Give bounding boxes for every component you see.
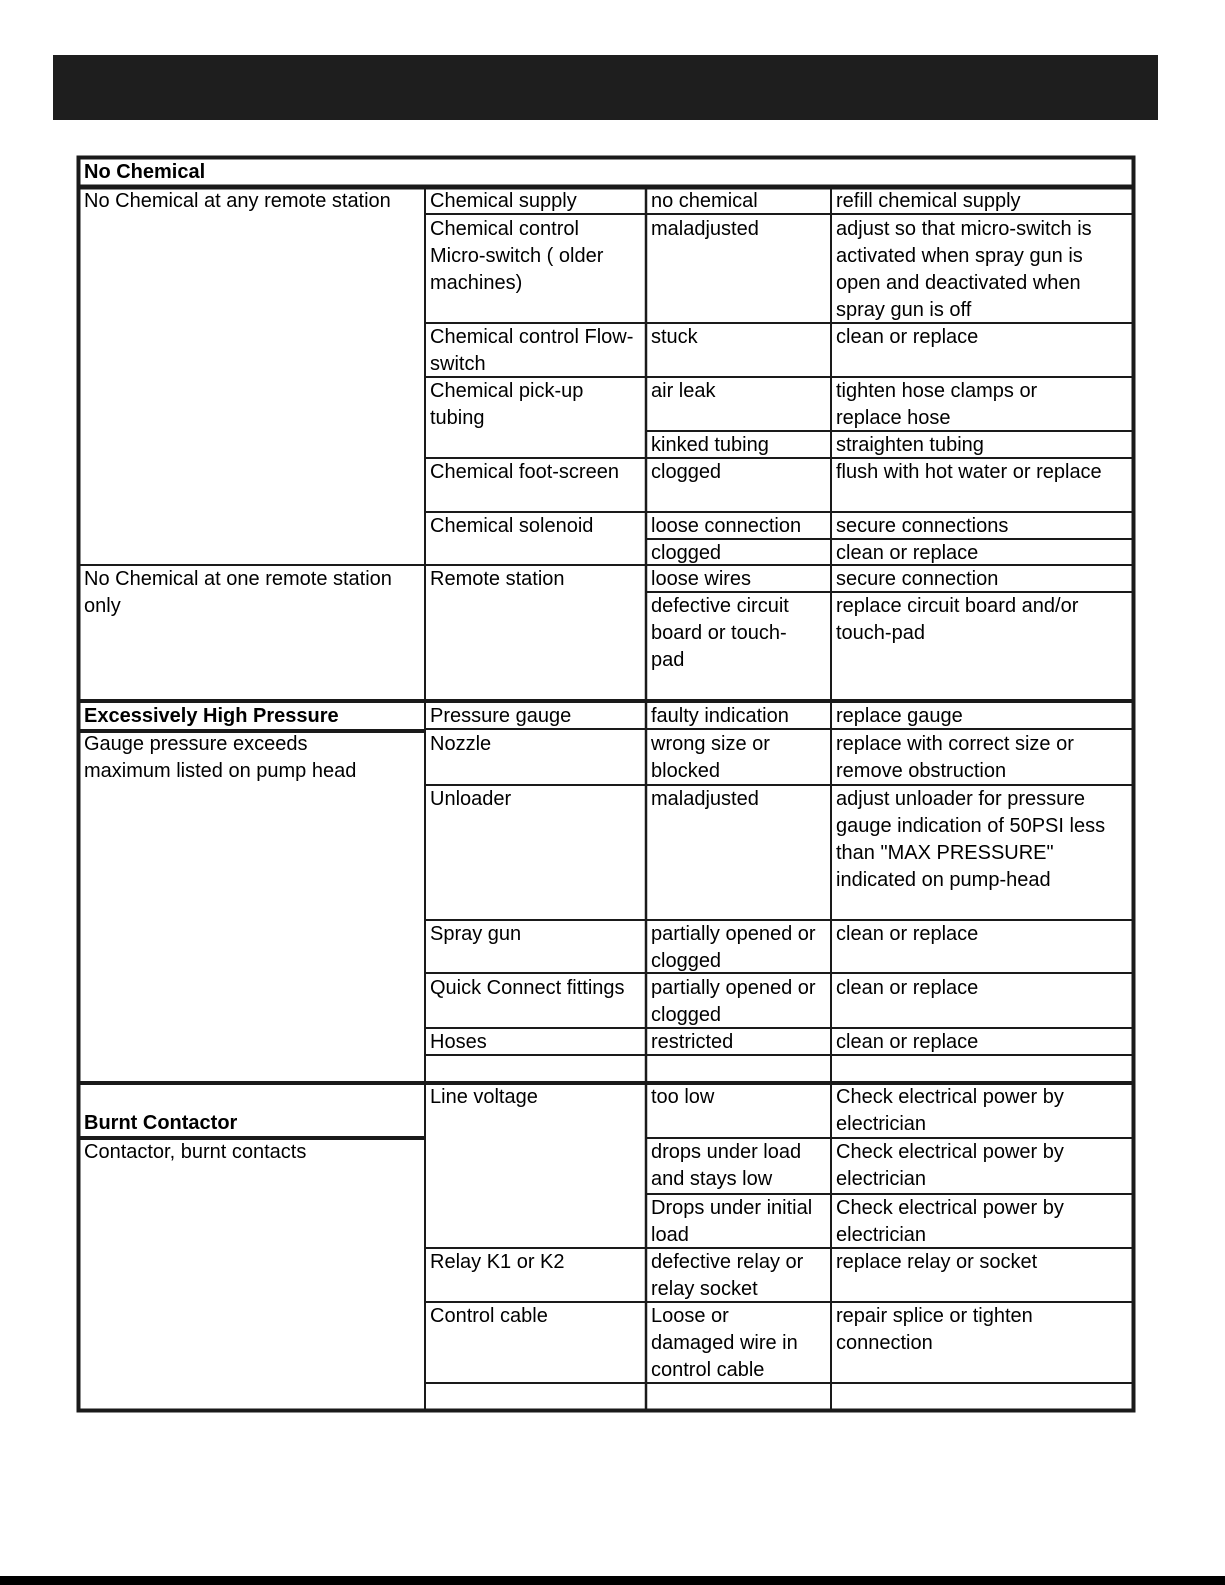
fix-cell: adjust so that micro-switch is activated when spray gun is open and deactivated when spray gun is off [836, 218, 1092, 321]
cause-cell: Quick Connect fittings [430, 977, 625, 999]
issue-cell: clogged [651, 542, 722, 564]
cause-cell: Chemical pick-up tubing [430, 380, 584, 429]
cause-cell: Chemical foot-screen [430, 461, 619, 483]
section-title-no-chemical: No Chemical [84, 161, 206, 183]
issue-cell: loose connection [651, 515, 802, 537]
fix-cell: clean or replace [836, 977, 979, 999]
fix-cell: tighten hose clamps or replace hose [836, 380, 1038, 429]
issue-cell: Loose or damaged wire in control cable [651, 1305, 798, 1381]
issue-cell: too low [651, 1086, 715, 1108]
page-bottom-edge [0, 1576, 1225, 1585]
issue-cell: defective circuit board or touch- pad [651, 595, 789, 671]
symptom-high-pressure: Gauge pressure exceeds maximum listed on pump head [84, 733, 357, 782]
cause-cell: Pressure gauge [430, 705, 572, 727]
issue-cell: defective relay or relay socket [651, 1251, 804, 1300]
fix-cell: Check electrical power by electrician [836, 1086, 1064, 1135]
cause-cell: Chemical solenoid [430, 515, 594, 537]
cause-cell: Hoses [430, 1031, 487, 1053]
issue-cell: drops under load and stays low [651, 1141, 802, 1190]
cause-cell: Chemical supply [430, 190, 577, 212]
fix-cell: Check electrical power by electrician [836, 1197, 1064, 1246]
fix-cell: straighten tubing [836, 434, 984, 456]
cause-cell: Control cable [430, 1305, 548, 1327]
symptom-no-chemical-any: No Chemical at any remote station [84, 190, 391, 212]
issue-cell: faulty indication [651, 705, 789, 727]
fix-cell: Check electrical power by electrician [836, 1141, 1064, 1190]
cause-cell: Remote station [430, 568, 565, 590]
cause-cell: Unloader [430, 788, 512, 810]
fix-cell: clean or replace [836, 542, 979, 564]
symptom-no-chemical-one: No Chemical at one remote station only [84, 568, 392, 617]
fix-cell: secure connection [836, 568, 999, 590]
issue-cell: Drops under initial load [651, 1197, 813, 1246]
fix-cell: clean or replace [836, 923, 979, 945]
issue-cell: partially opened or clogged [651, 923, 816, 972]
cause-cell: Chemical control Micro-switch ( older machines) [430, 218, 604, 294]
fix-cell: clean or replace [836, 326, 979, 348]
section-title-high-pressure: Excessively High Pressure [84, 705, 339, 727]
fix-cell: clean or replace [836, 1031, 979, 1053]
issue-cell: maladjusted [651, 788, 759, 810]
issue-cell: air leak [651, 380, 716, 402]
fix-cell: secure connections [836, 515, 1009, 537]
cause-cell: Chemical control Flow- switch [430, 326, 634, 375]
issue-cell: wrong size or blocked [651, 733, 770, 782]
symptom-burnt-contactor: Contactor, burnt contacts [84, 1141, 307, 1163]
issue-cell: partially opened or clogged [651, 977, 816, 1026]
fix-cell: replace circuit board and/or touch-pad [836, 595, 1079, 644]
issue-cell: stuck [651, 326, 698, 348]
cause-cell: Spray gun [430, 923, 522, 945]
fix-cell: adjust unloader for pressure gauge indication of 50PSI less than "MAX PRESSURE" indicated on pump-head [836, 788, 1106, 891]
fix-cell: refill chemical supply [836, 190, 1021, 212]
fix-cell: replace gauge [836, 705, 963, 727]
page-header-bar [53, 55, 1158, 120]
cause-cell: Nozzle [430, 733, 492, 755]
cause-cell: Relay K1 or K2 [430, 1251, 565, 1273]
issue-cell: restricted [651, 1031, 734, 1053]
issue-cell: kinked tubing [651, 434, 769, 456]
issue-cell: maladjusted [651, 218, 759, 240]
fix-cell: replace with correct size or remove obstruction [836, 733, 1074, 782]
issue-cell: no chemical [651, 190, 758, 212]
issue-cell: clogged [651, 461, 722, 483]
issue-cell: loose wires [651, 568, 752, 590]
section-title-burnt-contactor: Burnt Contactor [84, 1112, 238, 1134]
fix-cell: replace relay or socket [836, 1251, 1038, 1273]
cause-cell: Line voltage [430, 1086, 538, 1108]
fix-cell: repair splice or tighten connection [836, 1305, 1033, 1354]
fix-cell: flush with hot water or replace [836, 461, 1102, 483]
